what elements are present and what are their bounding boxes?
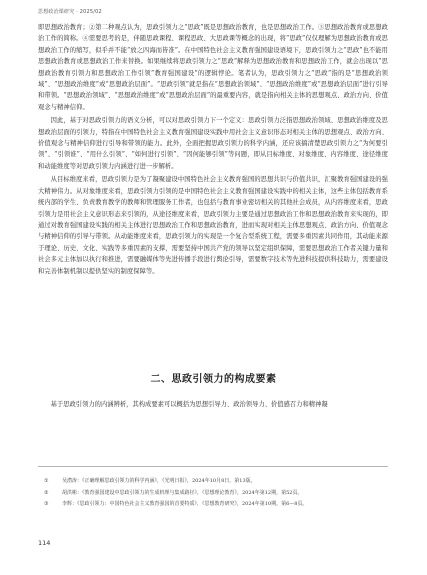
footnote-marker: ② — [44, 489, 49, 496]
footnote-divider — [38, 466, 388, 467]
page-number: 114 — [38, 539, 51, 547]
paragraph-continued: 即思想政治教育；②第二种观点认为，思政引领力之“思政”既是思想政治教育，也是思想政治工作。③思想政治教育或思想政治工作的简称。④需要思考的是，伴随思政课程、课程思政、大思政课等概念的出现，将“思政”仅仅理解为思想政治教育或思想政治工作的缩写，似乎并不能“放之四海而皆准”。在中国特色社会主义教育强国建设语境下，思政引领力之“思政”也不能用思想政治教育或思想政治工作来替换。如果继续将思政引领力之“思政”解释为思想政治教育和思想政治工作，就会出现以“思想政治教育引领力和思想政治工作引领”教育强国建设”的逻辑悖论。笔者认为，思政引领力之“思政”指的是“思想政治领域”、“思想政治维度”或“思想政治层面”。“思政引领”就是指在“思想政治领域”、“思想政治维度”或“思想政治层面”进行引导和带领。“思想政治领域”、“思想政治维度”或“思想政治层面”的最重要内容，就是指向相关主体的思想观点、政治方向、价值观念与精神信仰。 — [38, 24, 388, 111]
footnotes — [38, 476, 388, 511]
paragraph-definition: 因此，基于对思政引领力的语义分析，可以对思政引领力下一个定义：思政引领力泛指思想政治领域、思想政治维度及思想政治层面的引领力，特指在中国特色社会主义教育强国建设实践中用社会主义意识形态对相关主体的思想观点、政治方向、价值观念与精神信仰进行引导和带领的能力。此外，全面把握思政引领力的科学内涵，还应该搞清楚思政引领力之“为何要引领”、“引领谁”、“用什么引领”、“如何进行引领”、“因何能够引领”等问题，即从目标维度、对象维度、内容维度、途径维度和动能维度等对思政引领力内涵进行进一步解析。 — [38, 117, 388, 170]
section-heading: 二、思政引领力的构成要素 — [150, 374, 277, 385]
footnote-text: 胡洪彬：《教育强国建设中思政引领力的生成机理与集成路径》，《思想理论教育》，2024年第12期，第52页。 — [62, 489, 303, 496]
section-lead-paragraph: 基于思政引领力的内涵辨析，其构成要素可以概括为思想引导力、政治领导力、价值感召力和精神凝 — [50, 401, 328, 408]
footnote-marker: ① — [44, 478, 49, 484]
footnote-text: 吴潜涛：《正确理解思政引领力的科学内涵》，《光明日报》，2024年10月8日，第13版。 — [62, 478, 256, 484]
footnote-marker: ③ — [44, 501, 49, 508]
footnote-item — [38, 488, 388, 500]
footnote-item — [38, 499, 388, 511]
paragraph-dimensions: 从目标维度来看，思政引领力是为了凝聚建设中国特色社会主义教育强国的思想共识与价值共识，汇聚教育强国建设的强大精神伟力。从对象维度来看，思政引领力引领的是中国特色社会主义教育强国建设实践中的相关主体，这些主体包括教育系统内部的学生、负责教育教学的教师和管理服务工作者，也包括与教育事业密切相关的其他社会成员，从内容维度来看，思政引领力是用社会主义意识形态来引领的，从途径维度来看，思政引领力主要是通过思想政治工作和思想政治教育来实现的，即通过对教育强国建设实践的相关主体进行思想政治工作和思想政治教育，进而实现对相关主体思想观点、政治方向、价值观念与精神信仰的引导与带领。从动能维度来看，思政引领力的实现是一个复合型系统工程，需要多重因素共同作用，其动能来源于理论、历史、文化、实践等多重因素的支撑，需要坚持中国共产党的领导以坚定组织保障，需要思想政治工作者关键力量和社会多元主体加以执行和推进，需要融媒体等先进传播手段进行舆论引导，需要数字技术等先进科技提供科技助力，需要建设和完善体制机制以提供坚实的制度保障等。 — [38, 176, 388, 275]
footnote-item — [38, 476, 388, 488]
body-text — [38, 22, 388, 279]
running-header: 思想政治课研究 · 2025/02 — [38, 9, 102, 15]
footnote-text: 李辉：《思政引领力：中国特色社会主义教育强国的首要特质》，《思想教育研究》，2024年第10期，第6—8页。 — [62, 501, 308, 508]
